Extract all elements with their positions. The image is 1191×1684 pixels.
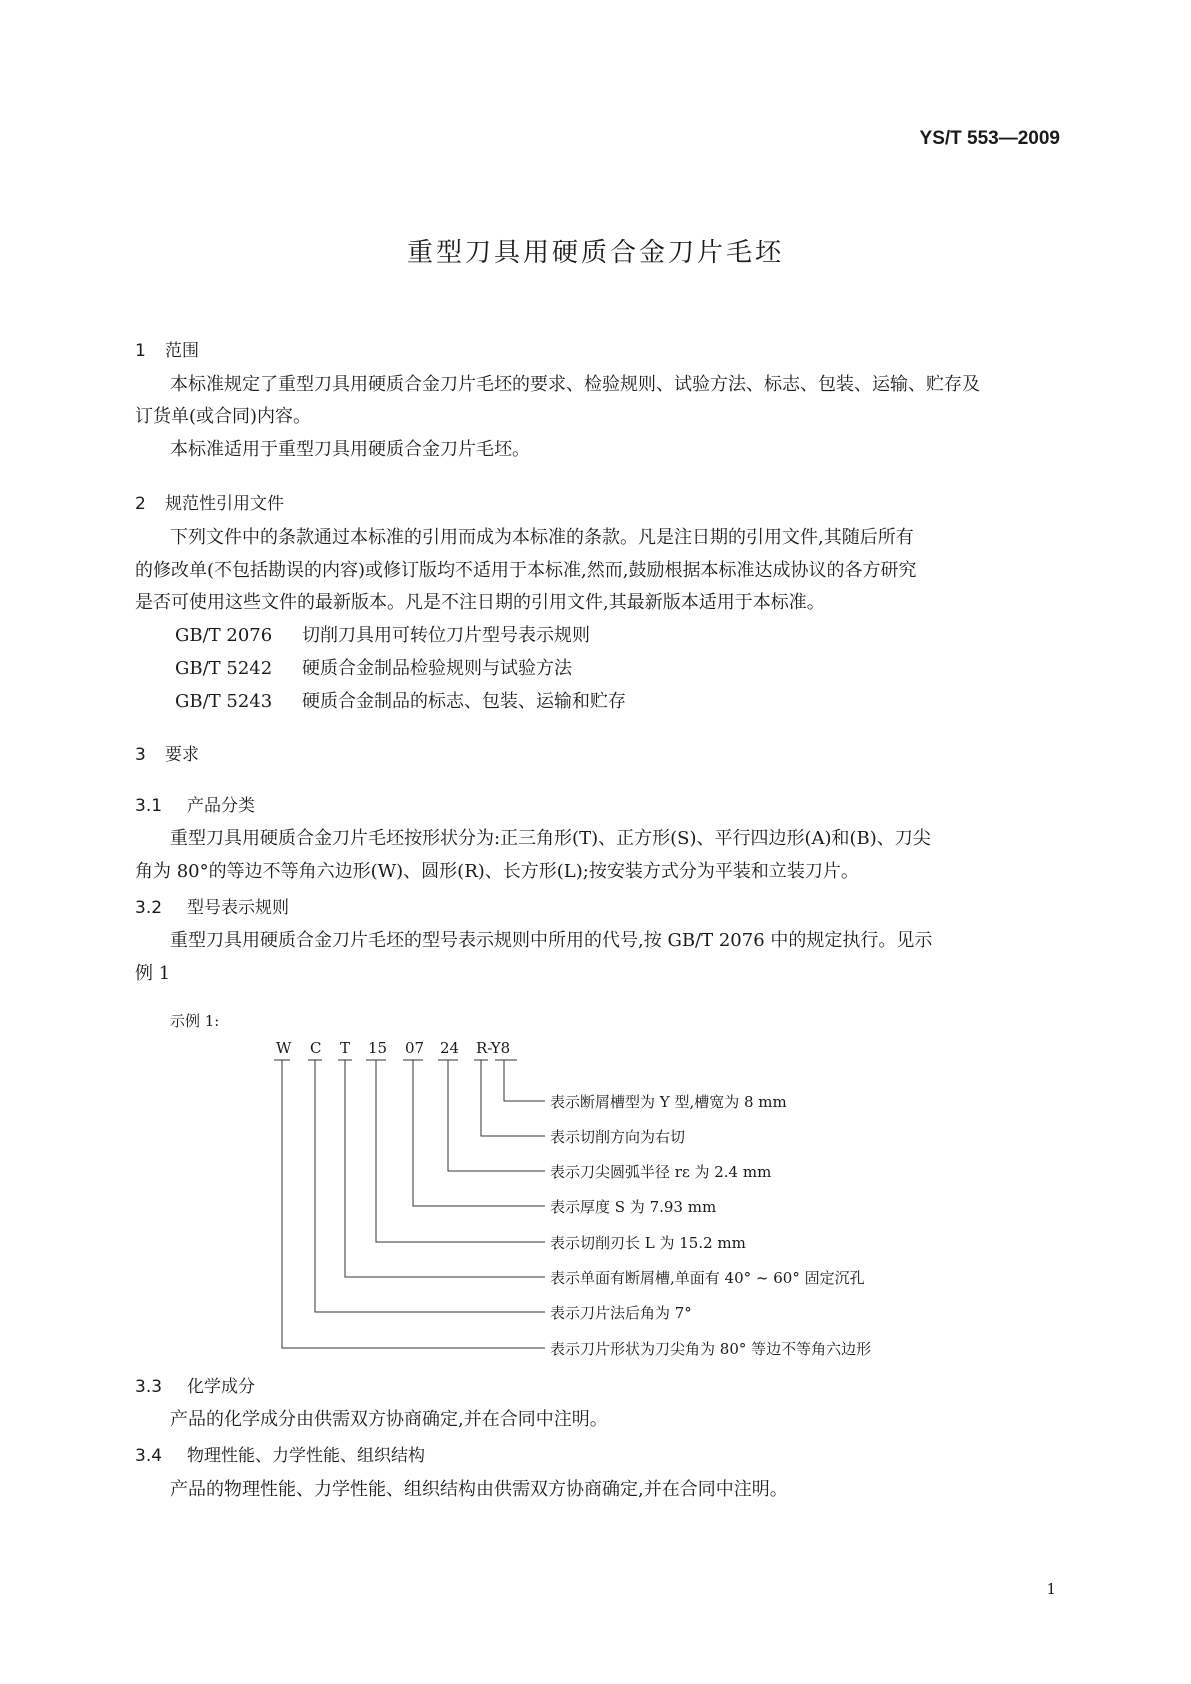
section-1-heading [135,336,199,361]
example-label: 示例 1: [170,1012,220,1030]
code-annotation: 表示切削方向为右切 [550,1128,686,1146]
code-annotation: 表示切削刃长 L 为 15.2 mm [550,1234,746,1252]
standard-code: YS/T 553—2009 [919,128,1060,149]
section-number: 3 [135,745,146,765]
code-part-radius: 24 [440,1039,460,1057]
subsection-title: 化学成分 [187,1377,255,1397]
subsection-number: 3.1 [135,796,163,816]
subsection-3-1-heading [135,791,255,816]
code-annotation: 表示断屑槽型为 Y 型,槽宽为 8 mm [550,1093,787,1111]
code-annotation: 表示刀片形状为刀尖角为 80° 等边不等角六边形 [550,1340,872,1358]
reference-title: 切削刀具用可转位刀片型号表示规则 [302,625,590,646]
section-3-heading [135,740,199,765]
reference-item [175,687,626,713]
section-number: 2 [135,494,146,514]
subsection-number: 3.2 [135,898,163,918]
reference-item [175,654,572,680]
paragraph-line: 是否可使用这些文件的最新版本。凡是不注日期的引用文件,其最新版本适用于本标准。 [135,592,825,613]
paragraph-line: 重型刀具用硬质合金刀片毛坯按形状分为:正三角形(T)、正方形(S)、平行四边形(A)和(B)、刀尖 [170,828,931,849]
code-annotation: 表示单面有断屑槽,单面有 40° ~ 60° 固定沉孔 [550,1269,865,1287]
reference-item [175,621,590,647]
code-part-length: 15 [368,1039,388,1057]
paragraph-line: 本标准适用于重型刀具用硬质合金刀片毛坯。 [170,439,530,460]
subsection-3-3-heading [135,1372,255,1397]
subsection-title: 产品分类 [187,796,255,816]
code-annotation: 表示厚度 S 为 7.93 mm [550,1198,717,1216]
code-part-shape: W [276,1039,292,1057]
paragraph-line: 的修改单(不包括勘误的内容)或修订版均不适用于本标准,然而,鼓励根据本标准达成协议的各方研究 [135,560,917,581]
reference-code: GB/T 5243 [175,691,273,712]
section-title: 要求 [165,745,199,765]
reference-title: 硬质合金制品的标志、包装、运输和贮存 [302,691,626,712]
code-annotation: 表示刀片法后角为 7° [550,1304,692,1322]
section-2-heading [135,489,284,514]
paragraph-line: 产品的化学成分由供需双方协商确定,并在合同中注明。 [170,1409,608,1430]
paragraph-line: 产品的物理性能、力学性能、组织结构由供需双方协商确定,并在合同中注明。 [170,1479,788,1500]
paragraph-line: 重型刀具用硬质合金刀片毛坯的型号表示规则中所用的代号,按 GB/T 2076 中的规定执行。见示 [170,930,933,951]
reference-code: GB/T 5242 [175,658,273,679]
code-part-direction-chipbreaker: R-Y8 [476,1039,511,1057]
code-part-clearance: C [310,1039,322,1057]
subsection-3-2-heading [135,893,289,918]
paragraph-line: 例 1 [135,963,171,984]
page-number: 1 [1046,1580,1056,1598]
subsection-3-4-heading [135,1441,425,1466]
section-title: 规范性引用文件 [165,494,284,514]
code-part-type: T [340,1039,351,1057]
reference-title: 硬质合金制品检验规则与试验方法 [302,658,572,679]
paragraph-line: 本标准规定了重型刀具用硬质合金刀片毛坯的要求、检验规则、试验方法、标志、包装、运输、贮存及 [170,374,980,395]
paragraph-line: 下列文件中的条款通过本标准的引用而成为本标准的条款。凡是注日期的引用文件,其随后所有 [170,527,914,548]
section-number: 1 [135,341,146,361]
subsection-number: 3.4 [135,1446,163,1466]
paragraph-line: 角为 80°的等边不等角六边形(W)、圆形(R)、长方形(L);按安装方式分为平装和立装刀片。 [135,861,859,882]
code-part-thickness: 07 [405,1039,425,1057]
section-title: 范围 [165,341,199,361]
subsection-title: 型号表示规则 [187,898,289,918]
paragraph-line: 订货单(或合同)内容。 [135,406,312,427]
subsection-number: 3.3 [135,1377,163,1397]
document-title: 重型刀具用硬质合金刀片毛坯 [406,238,784,268]
code-annotation: 表示刀尖圆弧半径 rε 为 2.4 mm [550,1163,772,1181]
subsection-title: 物理性能、力学性能、组织结构 [187,1446,425,1466]
reference-code: GB/T 2076 [175,625,273,646]
